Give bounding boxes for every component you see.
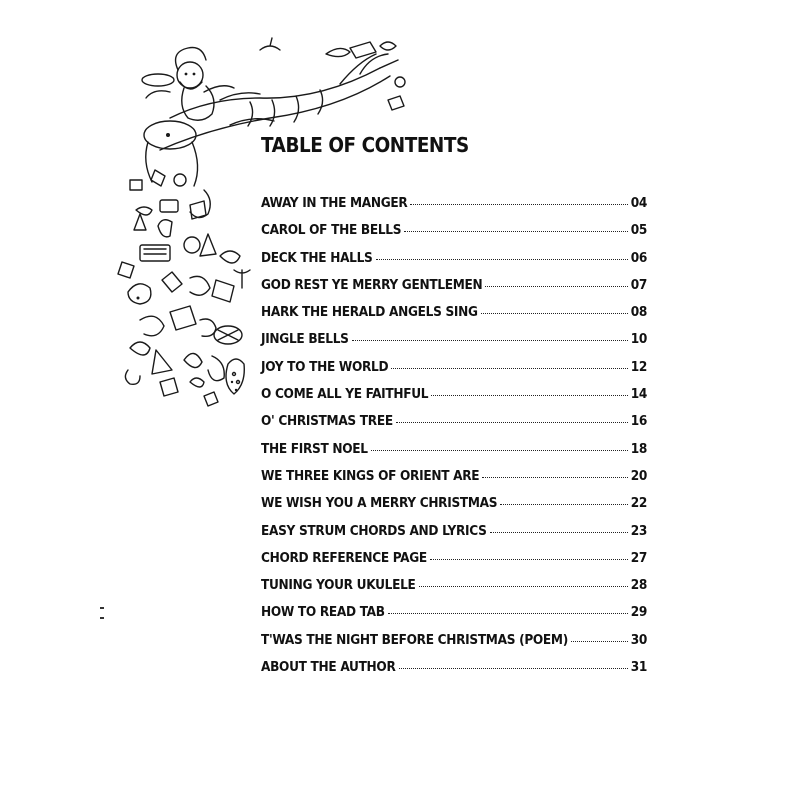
toc-entry bbox=[261, 659, 647, 686]
toc-entry bbox=[261, 577, 647, 604]
toc-entry-page-number: 23 bbox=[630, 522, 647, 539]
toc-entry bbox=[261, 413, 647, 440]
toc-entry-title: THE FIRST NOEL bbox=[261, 440, 368, 457]
toc-entry-title: DECK THE HALLS bbox=[261, 249, 373, 266]
dot-leader bbox=[481, 313, 628, 314]
toc-entry bbox=[261, 495, 647, 522]
toc-entry bbox=[261, 222, 647, 249]
toc-entry-page-number: 20 bbox=[630, 467, 647, 484]
toc-entry-title: WE WISH YOU A MERRY CHRISTMAS bbox=[261, 495, 498, 512]
toc-entry-page-number: 22 bbox=[630, 495, 647, 512]
dot-leader bbox=[396, 422, 628, 423]
toc-entry bbox=[261, 277, 647, 304]
toc-entry-page-number: 29 bbox=[630, 604, 647, 621]
toc-entry-page-number: 04 bbox=[630, 195, 647, 211]
toc-entry-page-number: 31 bbox=[630, 659, 647, 676]
toc-entry-title: EASY STRUM CHORDS AND LYRICS bbox=[261, 522, 487, 539]
toc-entry-page-number: 14 bbox=[630, 386, 647, 403]
dot-leader bbox=[571, 641, 628, 642]
dot-leader bbox=[376, 259, 628, 260]
toc-entry-title: HARK THE HERALD ANGELS SING bbox=[261, 304, 478, 321]
dot-leader bbox=[490, 532, 628, 533]
toc-entry-title: JOY TO THE WORLD bbox=[261, 358, 389, 375]
toc-entry-title: ABOUT THE AUTHOR bbox=[261, 659, 396, 676]
dot-leader bbox=[391, 368, 627, 369]
page-title: TABLE OF CONTENTS bbox=[261, 133, 469, 157]
dot-leader bbox=[485, 286, 627, 287]
margin-mark bbox=[100, 607, 104, 619]
dot-leader bbox=[371, 450, 628, 451]
toc-entry-page-number: 08 bbox=[630, 304, 647, 321]
toc-entry-page-number: 16 bbox=[630, 413, 647, 430]
toc-entry-title: GOD REST YE MERRY GENTLEMEN bbox=[261, 276, 483, 293]
toc-entry-page-number: 10 bbox=[630, 331, 647, 348]
table-of-contents-list bbox=[261, 195, 647, 686]
toc-entry bbox=[261, 386, 647, 413]
dot-leader bbox=[404, 231, 628, 232]
toc-entry-title: O COME ALL YE FAITHFUL bbox=[261, 386, 429, 403]
dot-leader bbox=[500, 504, 627, 505]
toc-entry-title: TUNING YOUR UKULELE bbox=[261, 577, 416, 594]
toc-entry-page-number: 06 bbox=[630, 249, 647, 266]
dot-leader bbox=[482, 477, 627, 478]
toc-entry-title: O' CHRISTMAS TREE bbox=[261, 413, 393, 430]
toc-entry-title: HOW TO READ TAB bbox=[261, 604, 385, 621]
toc-entry-title: CHORD REFERENCE PAGE bbox=[261, 549, 427, 566]
toc-entry-page-number: 30 bbox=[630, 631, 647, 648]
toc-entry-page-number: 12 bbox=[630, 358, 647, 375]
toc-entry bbox=[261, 250, 647, 277]
toc-entry-page-number: 05 bbox=[630, 222, 647, 239]
toc-entry bbox=[261, 441, 647, 468]
toc-entry-title: JINGLE BELLS bbox=[261, 331, 349, 348]
dot-leader bbox=[430, 559, 628, 560]
toc-entry bbox=[261, 359, 647, 386]
toc-entry bbox=[261, 468, 647, 495]
dot-leader bbox=[388, 613, 628, 614]
toc-entry bbox=[261, 632, 647, 659]
toc-entry-page-number: 07 bbox=[630, 276, 647, 293]
toc-entry-page-number: 27 bbox=[630, 549, 647, 566]
toc-entry-title: CAROL OF THE BELLS bbox=[261, 222, 402, 239]
toc-entry-page-number: 18 bbox=[630, 440, 647, 457]
toc-entry bbox=[261, 195, 647, 222]
toc-entry-page-number: 28 bbox=[630, 577, 647, 594]
dot-leader bbox=[399, 668, 628, 669]
toc-entry bbox=[261, 604, 647, 631]
toc-entry-title: WE THREE KINGS OF ORIENT ARE bbox=[261, 467, 480, 484]
toc-entry-title: T'WAS THE NIGHT BEFORE CHRISTMAS (POEM) bbox=[261, 631, 568, 648]
dot-leader bbox=[419, 586, 628, 587]
dot-leader bbox=[352, 340, 628, 341]
toc-entry-title: AWAY IN THE MANGER bbox=[261, 195, 408, 211]
toc-entry bbox=[261, 523, 647, 550]
toc-entry bbox=[261, 304, 647, 331]
toc-entry bbox=[261, 331, 647, 358]
toc-entry bbox=[261, 550, 647, 577]
dot-leader bbox=[410, 204, 627, 205]
dot-leader bbox=[431, 395, 627, 396]
